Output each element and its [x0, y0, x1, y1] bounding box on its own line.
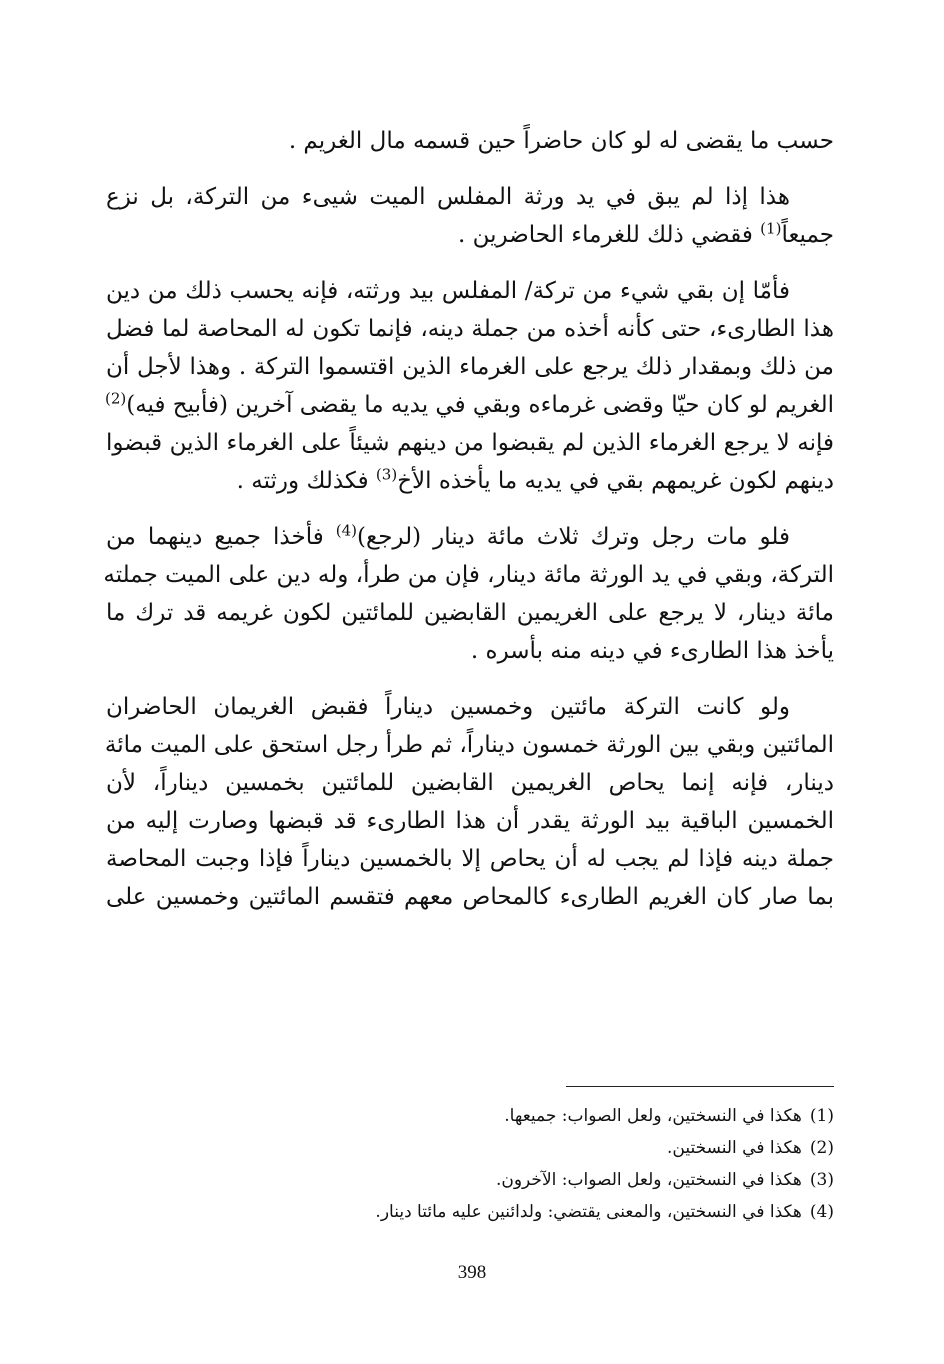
footnote-ref: (1)	[760, 219, 782, 238]
text-line: جميعاً$^{(1)}$ فقضي ذلك للغرماء الحاضرين .	[457, 219, 834, 248]
paragraph-5	[106, 688, 834, 916]
footnote: (3)هكذا في النسختين، ولعل الصواب: الآخرون.	[495, 1170, 834, 1190]
page-number: 398	[457, 1262, 487, 1283]
text-line: دينهم لكون غريمهم بقي في يديه ما يأخذه الأخ$^{(3)}$ فكذلك ورثته .	[236, 465, 834, 494]
text-line: حسب ما يقضى له لو كان حاضراً حين قسمه مال الغريم .	[288, 128, 834, 154]
paragraph-1	[106, 122, 834, 160]
paragraph-4	[103, 518, 834, 670]
footnote-ref: (3)	[375, 465, 398, 484]
text-line: من ذلك وبمقدار ذلك يرجع على الغرماء الذين اقتسموا التركة . وهذا لأجل أن	[106, 354, 834, 380]
footnote-divider	[566, 1086, 834, 1087]
footnote: (1)هكذا في النسختين، ولعل الصواب: جميعها.	[504, 1106, 834, 1126]
footnotes	[234, 1100, 834, 1228]
paragraph-2	[106, 178, 834, 254]
footnote-ref: (4)	[335, 521, 357, 540]
text-line: جملة دينه فإذا لم يجب له أن يحاص إلا بالخمسين ديناراً فإذا وجبت المحاصة	[106, 846, 834, 872]
text-line: فأمّا إن بقي شيء من تركة/ المفلس بيد ورثته، فإنه يحسب ذلك من دين	[106, 278, 790, 304]
main-text	[103, 122, 834, 934]
footnote: (4)هكذا في النسختين، والمعنى يقتضي: ولدائنين عليه مائتا دينار.	[375, 1202, 834, 1222]
text-line: المائتين وبقي بين الورثة خمسون ديناراً، ثم طرأ رجل استحق على الميت مائة	[104, 732, 834, 758]
text-line: مائة دينار، لا يرجع على الغريمين القابضين للمائتين لكون غريمه قد ترك ما	[106, 600, 834, 626]
footnote: (2)هكذا في النسختين.	[667, 1138, 834, 1158]
text-line: هذا الطارىء، حتى كأنه أخذه من جملة دينه، فإنما تكون له المحاصة لما فضل	[106, 316, 834, 342]
text-line: فإنه لا يرجع الغرماء الذين لم يقبضوا من دينهم شيئاً على الغرماء الذين قبضوا	[106, 430, 834, 456]
text-line: بما صار كان الغريم الطارىء كالمحاص معهم فتقسم المائتين وخمسين على	[106, 884, 834, 910]
text-line: الغريم لو كان حيّا وقضى غرماءه وبقي في يديه ما يقضى آخرين (فأبيح فيه)$^{(2)}$	[104, 389, 834, 418]
text-line: الخمسين الباقية بيد الورثة يقدر أن هذا الطارىء قد قبضها وصارت إليه من	[106, 808, 834, 834]
text-line: ولو كانت التركة مائتين وخمسين ديناراً فقبض الغريمان الحاضران	[106, 694, 790, 720]
text-line: يأخذ هذا الطارىء في دينه منه بأسره .	[470, 638, 834, 664]
text-line: دينار، فإنه إنما يحاص الغريمين القابضين للمائتين بخمسين ديناراً، لأن	[106, 770, 834, 796]
text-line: التركة، وبقي في يد الورثة مائة دينار، فإن من طرأ، وله دين على الميت جملته	[103, 562, 834, 588]
text-line: هذا إذا لم يبق في يد ورثة المفلس الميت شيىء من التركة، بل نزع	[106, 184, 790, 210]
paragraph-3	[106, 272, 834, 500]
footnote-ref: (2)	[104, 389, 127, 408]
text-line: فلو مات رجل وترك ثلاث مائة دينار (لرجع)$^{(4)}$ فأخذا جميع دينهما من	[106, 521, 791, 550]
